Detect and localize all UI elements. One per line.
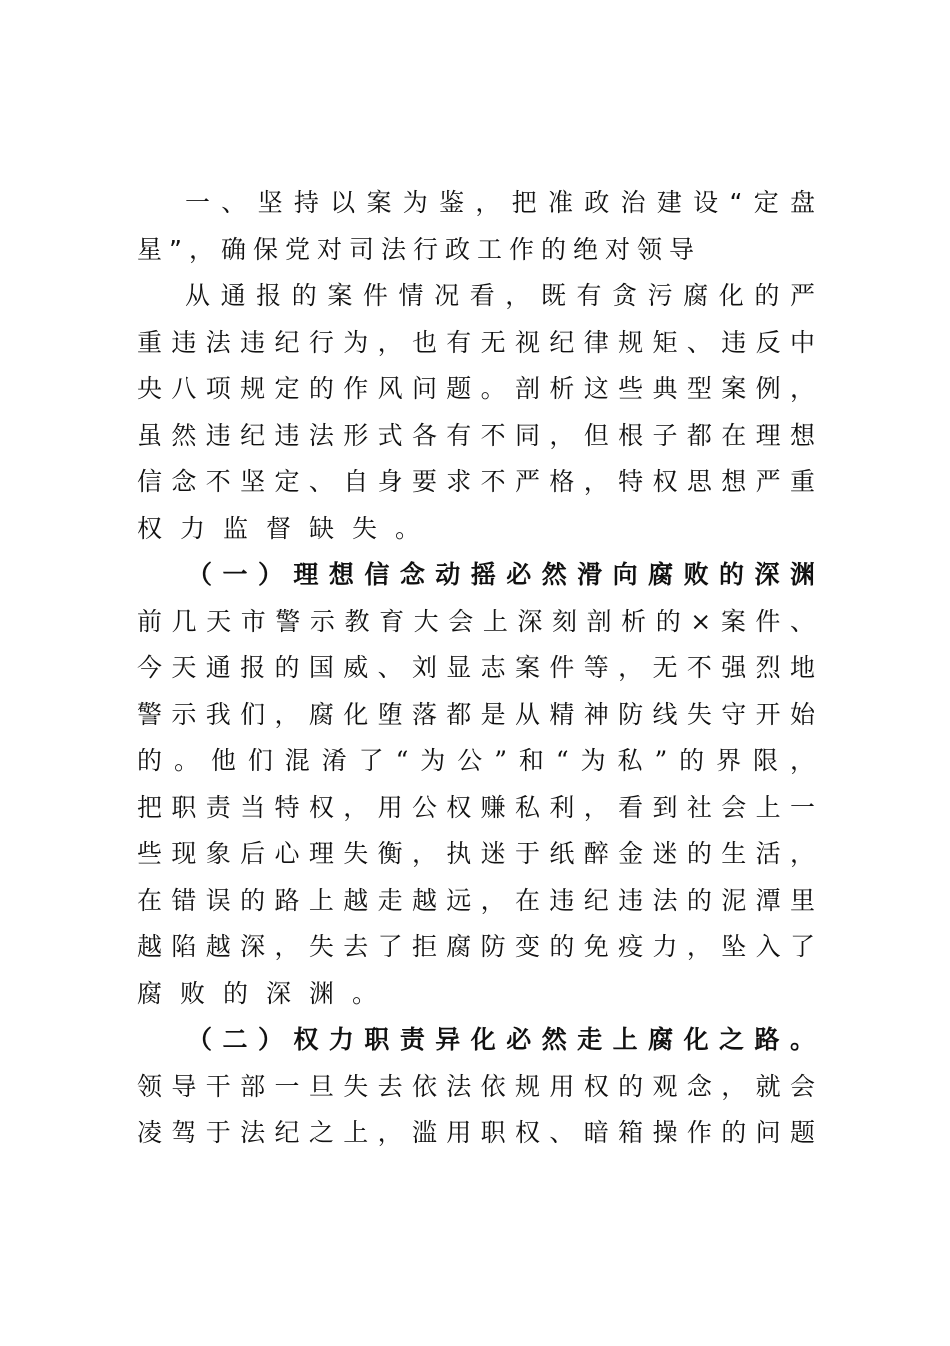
- paragraph-1-line-5: 信念不坚定、自身要求不严格，特权思想严重: [137, 467, 815, 496]
- section-heading-line-1: 一、坚持以案为鉴，把准政治建设“定盘: [185, 188, 815, 217]
- paragraph-2-line-3: 警示我们，腐化堕落都是从精神防线失守开始: [137, 699, 815, 729]
- paragraph-1-line-6: 权力监督缺失。: [137, 513, 439, 543]
- document-body: [137, 180, 815, 1157]
- paragraph-1-line-2: 重违法违纪行为，也有无视纪律规矩、违反中: [137, 327, 815, 357]
- paragraph-2-line-9: 腐败的深渊。: [137, 978, 396, 1008]
- paragraph-2-line-6: 些现象后心理失衡，执迷于纸醉金迷的生活，: [137, 839, 815, 868]
- paragraph-2-line-5: 把职责当特权，用公权赚私利，看到社会上一: [137, 792, 815, 822]
- paragraph-1-line-1: 从通报的案件情况看，既有贪污腐化的严: [185, 281, 815, 310]
- section-heading-line-2: 星”，确保党对司法行政工作的绝对领导: [137, 234, 701, 264]
- paragraph-2-line-8: 越陷越深，失去了拒腐防变的免疫力，坠入了: [137, 932, 815, 961]
- subsection-1-title: （一）理想信念动摇必然滑向腐败的深渊: [187, 560, 815, 589]
- paragraph-2-line-7: 在错误的路上越走越远，在违纪违法的泥潭里: [137, 885, 815, 915]
- subsection-2-title: （二）权力职责异化必然走上腐化之路。: [187, 1025, 815, 1054]
- paragraph-2-line-4: 的。他们混淆了“为公”和“为私”的界限，: [137, 746, 815, 775]
- paragraph-1-line-3: 央八项规定的作风问题。剖析这些典型案例，: [137, 374, 815, 403]
- paragraph-1-line-4: 虽然违纪违法形式各有不同，但根子都在理想: [137, 420, 815, 450]
- paragraph-2-line-1: 前几天市警示教育大会上深刻剖析的×案件、: [137, 606, 815, 636]
- paragraph-3-line-1: 领导干部一旦失去依法依规用权的观念，就会: [137, 1071, 815, 1101]
- paragraph-3-line-2: 凌驾于法纪之上，滥用职权、暗箱操作的问题: [137, 1118, 815, 1147]
- paragraph-2-line-2: 今天通报的国威、刘显志案件等，无不强烈地: [137, 653, 815, 682]
